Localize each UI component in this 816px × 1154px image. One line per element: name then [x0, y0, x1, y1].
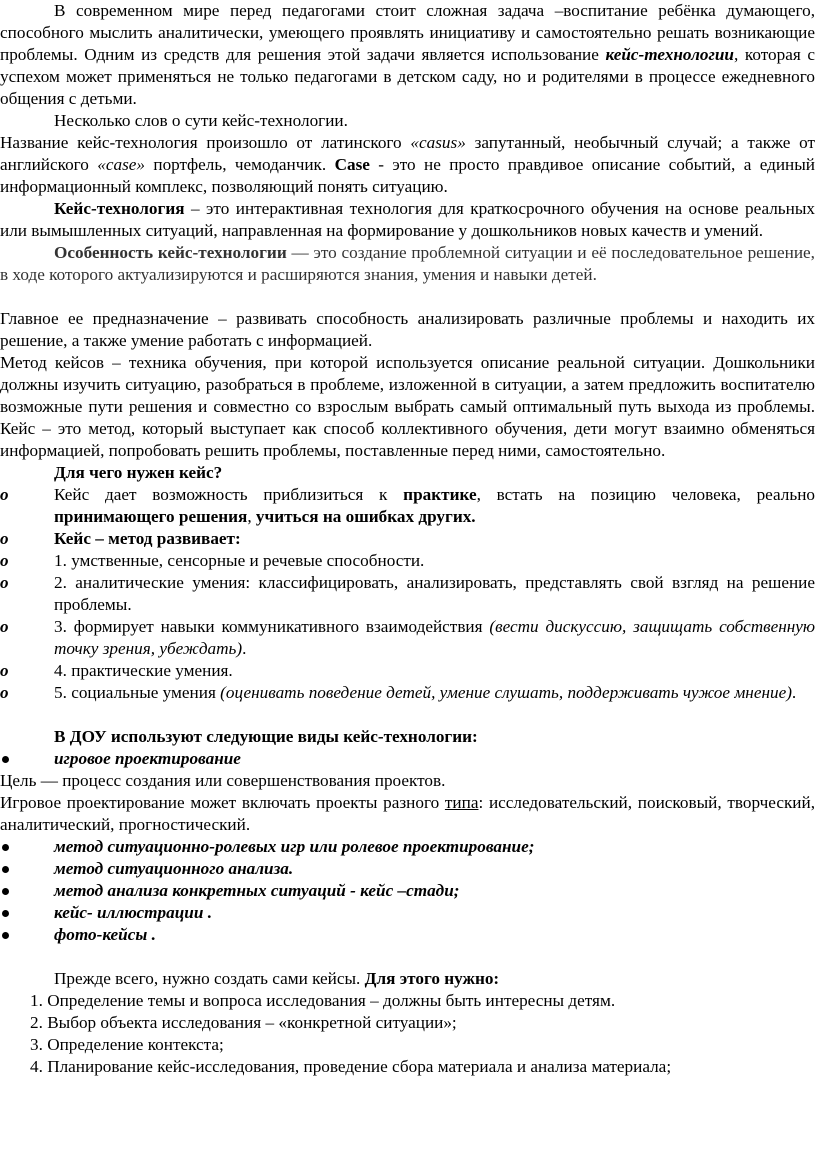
list-item: 1. Определение темы и вопроса исследования – должны быть интересны детям.	[30, 991, 616, 1010]
bullet-dot-icon	[2, 866, 9, 873]
list-item: метод анализа конкретных ситуаций - кейс –стади;	[0, 880, 815, 902]
circle-bullet-icon: o	[0, 551, 9, 570]
bullet-dot-icon	[2, 844, 9, 851]
steps-lead: Прежде всего, нужно создать сами кейсы. Для этого нужно:	[54, 969, 500, 988]
bullet-dot-icon	[2, 910, 9, 917]
steps-list	[0, 990, 815, 1078]
list-item: 2. Выбор объекта исследования – «конкретной ситуации»;	[30, 1013, 457, 1032]
list-item: o 3. формирует навыки коммуникативного взаимодействия (вести дискуссию, защищать собственную точку зрения, убеждать).	[0, 617, 816, 658]
types-list-1	[0, 748, 815, 770]
bullet-dot-icon	[2, 888, 9, 895]
method-paragraph: Метод кейсов – техника обучения, при которой используется описание реальной ситуации. Дошкольники должны изучить ситуацию, разобраться в проблеме, изложенной в ситуации, а затем предложить воспитателю возможные пути решения и совместно со взрослым выбрать самый оптимальный путь выхода из проблемы. Кейс – это метод, который выступает как способ коллективного обучения, дети могут взаимно обменяться информацией, попробовать решить проблемы, поставленные перед ними, самостоятельно.	[0, 353, 815, 460]
list-item: o Кейс – метод развивает:	[0, 529, 241, 548]
purpose-paragraph: Главное ее предназначение – развивать способность анализировать различные проблемы и находить их решение, а также умение работать с информацией.	[0, 309, 815, 350]
why-heading: Для чего нужен кейс?	[54, 463, 223, 482]
list-item: фото-кейсы .	[0, 924, 815, 946]
types-heading: В ДОУ используют следующие виды кейс-технологии:	[54, 727, 478, 746]
circle-bullet-icon: o	[0, 683, 9, 702]
list-item: метод ситуационного анализа.	[0, 858, 815, 880]
circle-bullet-icon: o	[0, 529, 9, 548]
list-item: o 1. умственные, сенсорные и речевые способности.	[0, 551, 425, 570]
term-case-technology: кейс-технологии	[605, 45, 734, 64]
list-item: o 4. практические умения.	[0, 661, 233, 680]
list-item: кейс- иллюстрации .	[0, 902, 815, 924]
types-list-2	[0, 836, 815, 946]
game-design-paragraph: Игровое проектирование может включать проекты разного типа: исследовательский, поисковый, творческий, аналитический, прогностический.	[0, 793, 815, 834]
intro-paragraph-2: Несколько слов о сути кейс-технологии.	[54, 111, 348, 130]
list-item: игровое проектирование	[0, 748, 815, 770]
circle-bullet-icon: o	[0, 573, 9, 592]
circle-bullet-icon: o	[0, 485, 9, 504]
list-item: o Кейс дает возможность приблизиться к практике, встать на позицию человека, реально принимающего решения, учиться на ошибках других.	[0, 485, 815, 526]
circle-bullet-icon: o	[0, 617, 9, 636]
intro-paragraph-4: Кейс-технология – это интерактивная технология для краткосрочного обучения на основе реальных или вымышленных ситуаций, направленная на формирование у дошкольников новых качеств и умений.	[0, 199, 815, 240]
list-item: o 5. социальные умения (оценивать поведение детей, умение слушать, поддерживать чужое мнение).	[0, 683, 797, 702]
circle-bullet-icon: o	[0, 661, 9, 680]
intro-paragraph-1: В современном мире перед педагогами стоит сложная задача –воспитание ребёнка думающего, способного мыслить аналитически, умеющего проявлять инициативу и самостоятельно решать возникающие проблемы. Одним из средств для решения этой задачи является использование кейс-технологии, которая с успехом может применяться не только педагогами в детском саду, но и родителями в процессе ежедневного общения с детьми.	[0, 1, 815, 108]
list-item: 3. Определение контекста;	[30, 1035, 224, 1054]
list-item: метод ситуационно-ролевых игр или ролевое проектирование;	[0, 836, 815, 858]
intro-paragraph-3: Название кейс-технология произошло от латинского «casus» запутанный, необычный случай; а также от английского «case» портфель, чемоданчик. Case - это не просто правдивое описание событий, а единый информационный комплекс, позволяющий понять ситуацию.	[0, 133, 815, 196]
list-item: 4. Планирование кейс-исследования, проведение сбора материала и анализа материала;	[30, 1057, 672, 1076]
bullet-dot-icon	[2, 756, 9, 763]
intro-paragraph-5: Особенность кейс-технологии — это создание проблемной ситуации и её последовательное решение, в ходе которого актуализируются и расширяются знания, умения и навыки детей.	[0, 243, 815, 284]
list-item: o 2. аналитические умения: классифицировать, анализировать, представлять свой взгляд на решение проблемы.	[0, 573, 815, 614]
why-list	[0, 484, 815, 704]
bullet-dot-icon	[2, 932, 9, 939]
goal-paragraph: Цель — процесс создания или совершенствования проектов.	[0, 771, 446, 790]
